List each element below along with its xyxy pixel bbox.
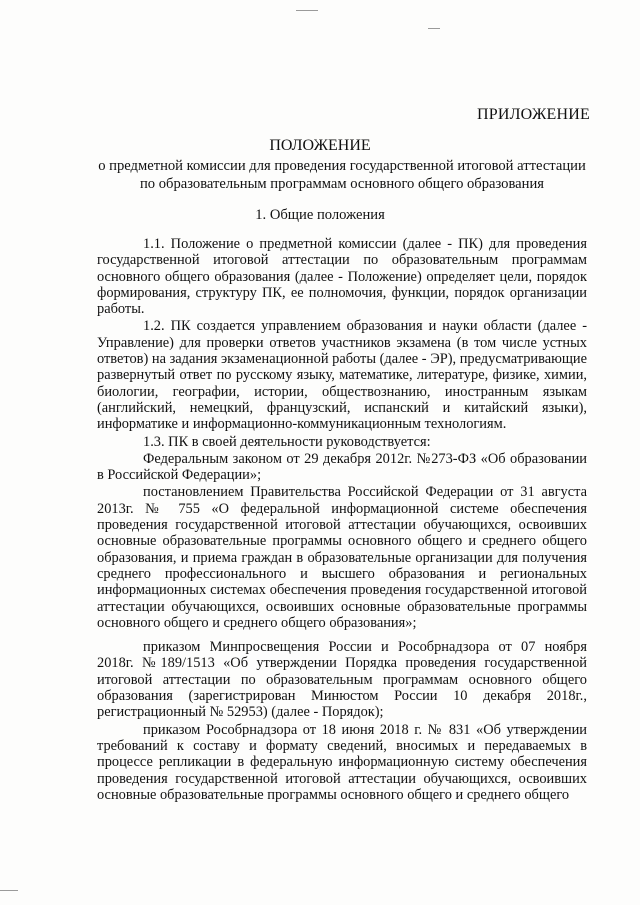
paragraph-1-3: 1.3. ПК в своей деятельности руководствуется: (143, 433, 431, 450)
scan-artifact-top (296, 10, 318, 11)
annex-label: ПРИЛОЖЕНИЕ (476, 106, 590, 123)
section-heading: 1. Общие положения (255, 207, 385, 223)
document-title: ПОЛОЖЕНИЕ (269, 137, 371, 154)
document-body (97, 236, 587, 804)
document-subtitle: о предметной комиссии для проведения государственной итоговой аттестации по образовательным программам основного общего образования (98, 158, 586, 192)
scan-artifact-bottom (0, 890, 18, 891)
paragraph-order-rosobrnadzor: приказом Рособрнадзора от 18 июня 2018 г. № 831 «Об утверждении требований к составу и формату сведений, вносимых и передаваемых в процессе репликации в федеральную информационную систему обеспечения проведения государственной итоговой аттестации обучающихся, освоивших основные образовательные программы основного общего и среднего общего (97, 721, 587, 803)
paragraph-government-decree: постановлением Правительства Российской Федерации от 31 августа 2013г. № 755 «О федеральной информационной системе обеспечения проведения государственной итоговой аттестации обучающихся, освоивших основные образовательные программы основного общего и среднего общего образования, и приема граждан в образовательные организации для получения среднего профессионального и высшего образования и региональных информационных системах обеспечения проведения государственной итоговой аттестации обучающихся, освоивших основные образовательные программы основного общего и среднего общего образования»; (97, 484, 587, 631)
paragraph-1-2: 1.2. ПК создается управлением образования и науки области (далее - Управление) для проверки ответов участников экзамена (в том числе устных ответов) на задания экзаменационной работы (далее - ЭР), предусматривающие развернутый ответ по русскому языку, математике, литературе, физике, химии, биологии, географии, истории, обществознанию, иностранным языкам (английский, немецкий, французский, испанский и китайский языки), информатике и информационно-коммуникационным технологиям. (97, 318, 587, 433)
scan-artifact-top-right (428, 28, 440, 29)
paragraph-federal-law: Федеральным законом от 29 декабря 2012г. №273-ФЗ «Об образовании в Российской Федерации»; (97, 450, 587, 484)
paragraph-1-1: 1.1. Положение о предметной комиссии (далее - ПК) для проведения государственной итоговой аттестации по образовательным программам основного общего образования (далее - Положение) определяет цели, порядок формирования, структуру ПК, ее полномочия, функции, порядок организации работы. (97, 236, 587, 318)
paragraph-order-minprosveshcheniya: приказом Минпросвещения России и Рособрнадзора от 07 ноября 2018г. №189/1513 «Об утверждении Порядка проведения государственной итоговой аттестации по образовательным программам основного общего образования (зарегистрирован Минюстом России 10 декабря 2018г., регистрационный № 52953) (далее - Порядок); (97, 639, 587, 721)
